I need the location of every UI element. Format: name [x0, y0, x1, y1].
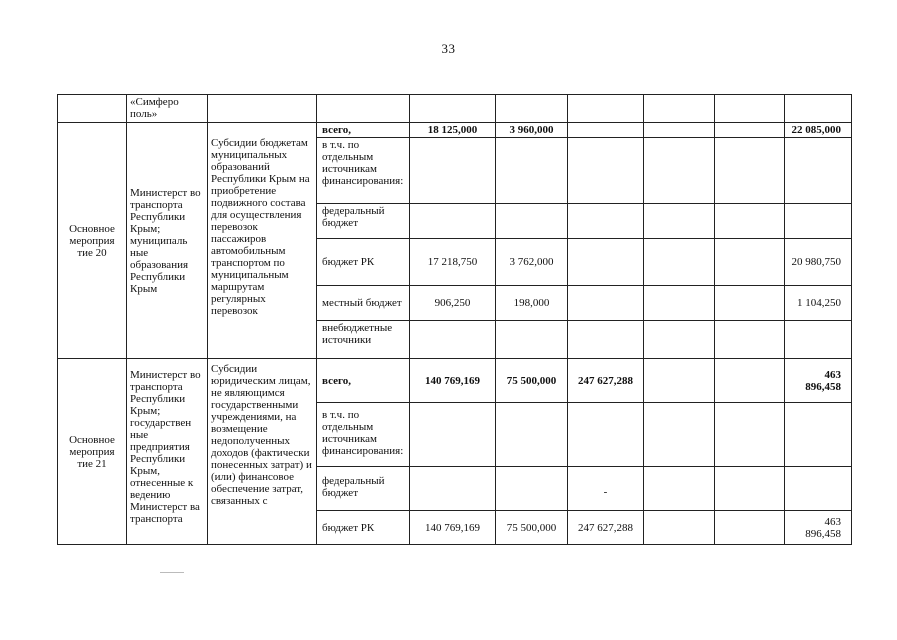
source-breakdown: в т.ч. по отдельным источникам финансирования:: [317, 403, 410, 467]
total-cell: [785, 403, 852, 467]
value-cell: 18 125,000: [410, 123, 496, 138]
total-cell: 1 104,250: [785, 286, 852, 321]
table-cell: [410, 95, 496, 123]
measure-21-description: Субсидии юридическим лицам, не являющимся государственными учреждениями, на возмещение недополученных доходов (фактически понесенных затрат) и (или) финансовое обеспечение затрат, связанных с: [208, 359, 317, 545]
page-number: 33: [441, 41, 456, 56]
table-cell: [644, 511, 715, 545]
value-cell: [496, 204, 568, 239]
value-cell: 75 500,000: [496, 359, 568, 403]
measure-20-executor: Министерст во транспорта Республики Крым; муниципаль ные образования Республики Крым: [127, 123, 208, 359]
table-row: [58, 359, 852, 403]
table-cell: [644, 123, 715, 138]
table-cell: [644, 204, 715, 239]
value-cell: 247 627,288: [568, 511, 644, 545]
table-cell: [715, 95, 785, 123]
measure-20-description: Субсидии бюджетам муниципальных образований Республики Крым на приобретение подвижного состава для осуществления перевозок пассажиров автомобильным транспортом по муниципальным маршрутам регулярных перевозок: [208, 123, 317, 359]
total-cell: 463 896,458: [785, 359, 852, 403]
value-cell: 140 769,169: [410, 511, 496, 545]
source-extrabudget: внебюджетные источники: [317, 321, 410, 359]
value-cell: [568, 123, 644, 138]
scan-artifact: [160, 572, 184, 573]
value-cell: -: [568, 467, 644, 511]
table-cell: [715, 286, 785, 321]
source-republic: бюджет РК: [317, 239, 410, 286]
table-cell: [644, 467, 715, 511]
table-cell: [715, 138, 785, 204]
table-cell: [568, 95, 644, 123]
table-cell: [644, 138, 715, 204]
total-cell: [785, 467, 852, 511]
measure-20-label: Основное мероприя тие 20: [58, 123, 127, 359]
source-republic: бюджет РК: [317, 511, 410, 545]
table-cell: [785, 95, 852, 123]
table-cell: [644, 286, 715, 321]
measure-21-executor: Министерст во транспорта Республики Крым; государствен ные предприятия Республики Крым, отнесенные к ведению Министерст ва транспорта: [127, 359, 208, 545]
value-cell: [496, 138, 568, 204]
source-total: всего,: [317, 123, 410, 138]
table-cell: [715, 511, 785, 545]
total-cell: 22 085,000: [785, 123, 852, 138]
value-cell: [410, 138, 496, 204]
value-cell: [496, 321, 568, 359]
source-local: местный бюджет: [317, 286, 410, 321]
value-cell: 17 218,750: [410, 239, 496, 286]
table-cell: [496, 95, 568, 123]
source-breakdown: в т.ч. по отдельным источникам финансирования:: [317, 138, 410, 204]
value-cell: [568, 239, 644, 286]
table-cell: [208, 95, 317, 123]
value-cell: [410, 467, 496, 511]
value-cell: 906,250: [410, 286, 496, 321]
table-cell: [644, 95, 715, 123]
value-cell: [568, 403, 644, 467]
value-cell: 75 500,000: [496, 511, 568, 545]
value-cell: [568, 204, 644, 239]
value-cell: 3 960,000: [496, 123, 568, 138]
value-cell: [496, 467, 568, 511]
total-cell: [785, 204, 852, 239]
table-row: [58, 95, 852, 123]
source-total: всего,: [317, 359, 410, 403]
source-federal: федеральный бюджет: [317, 204, 410, 239]
total-cell: 20 980,750: [785, 239, 852, 286]
value-cell: 247 627,288: [568, 359, 644, 403]
value-cell: [410, 403, 496, 467]
value-cell: [410, 204, 496, 239]
table-cell: [715, 123, 785, 138]
total-cell: 463 896,458: [785, 511, 852, 545]
value-cell: [410, 321, 496, 359]
table-cell: [644, 403, 715, 467]
table-cell: [644, 359, 715, 403]
table-cell: [715, 321, 785, 359]
value-cell: 140 769,169: [410, 359, 496, 403]
table-cell: [317, 95, 410, 123]
table-cell: [644, 239, 715, 286]
budget-table: [57, 94, 852, 545]
value-cell: [568, 321, 644, 359]
table-cell: [58, 95, 127, 123]
table-cell: [715, 204, 785, 239]
value-cell: [496, 403, 568, 467]
total-cell: [785, 321, 852, 359]
table-cell: [715, 467, 785, 511]
value-cell: 198,000: [496, 286, 568, 321]
table-cell: [715, 239, 785, 286]
table-cell: [644, 321, 715, 359]
table-row: [58, 123, 852, 138]
measure-21-label: Основное мероприя тие 21: [58, 359, 127, 545]
source-federal: федеральный бюджет: [317, 467, 410, 511]
continuation-executor: «Симферо поль»: [127, 95, 208, 123]
value-cell: [568, 138, 644, 204]
value-cell: [568, 286, 644, 321]
total-cell: [785, 138, 852, 204]
value-cell: 3 762,000: [496, 239, 568, 286]
table-cell: [715, 359, 785, 403]
table-cell: [715, 403, 785, 467]
